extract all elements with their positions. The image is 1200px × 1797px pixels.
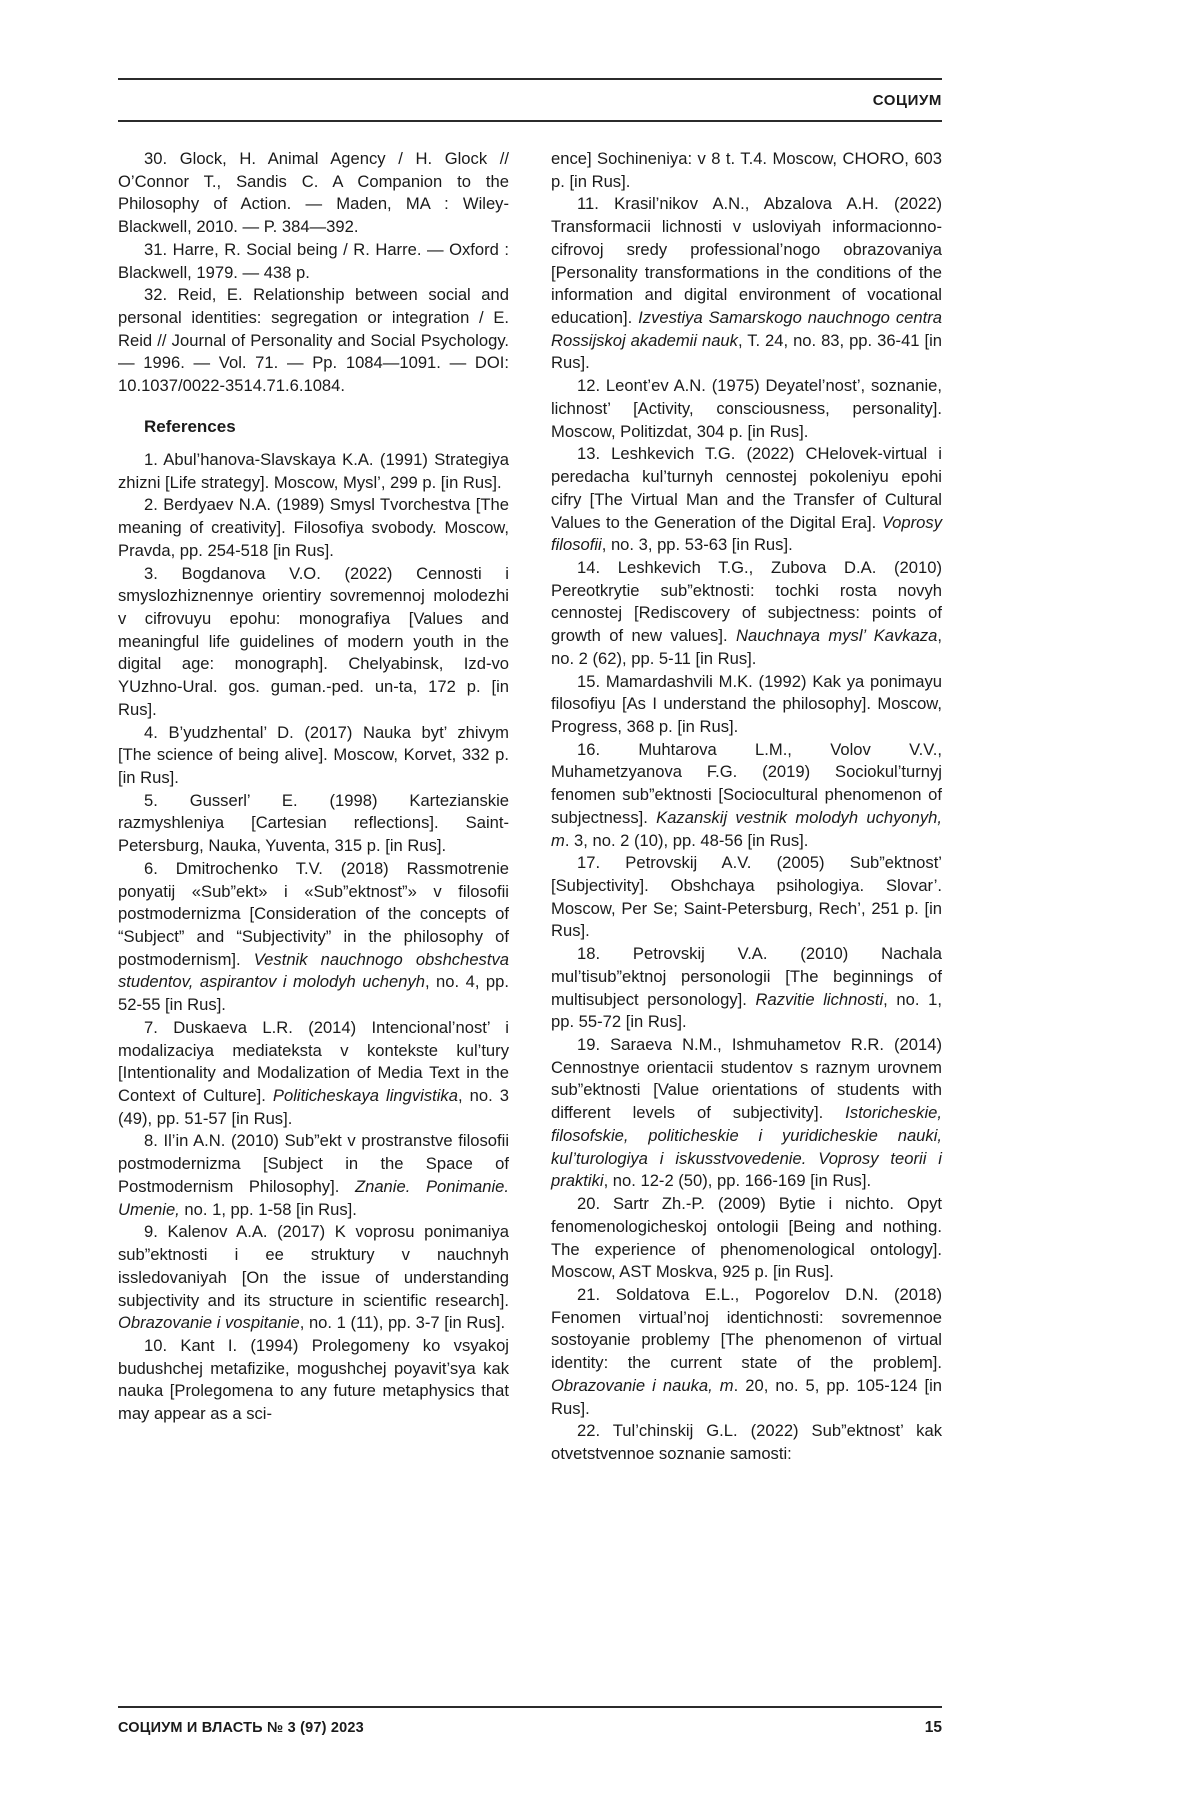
reference-source: Izvestiya Samarskogo nauchnogo centra Rossijskoj akademii nauk [551, 308, 942, 350]
reference-text: 21. Soldatova E.L., Pogorelov D.N. (2018) Fenomen virtual’noj identichnosti: sovremennoe sostoyanie problemy [The phenomenon of virtual identity: the current state of the problem]. [551, 1284, 942, 1373]
left-column [118, 148, 509, 1466]
section-label: СОЦИУМ [872, 92, 942, 109]
reference-text: 14. Leshkevich T.G., Zubova D.A. (2010) Pereotkrytie sub”ektnosti: tochki rosta novyh cennostej [Rediscovery of subjectness: points of growth of new values]. [551, 557, 942, 646]
reference-item [118, 722, 509, 790]
reference-item [551, 671, 942, 739]
reference-source: Znanie. Ponimanie. Umenie, [118, 1176, 509, 1219]
reference-source: Vestnik nauchnogo obshchestva studentov, aspirantov i molodyh uchenyh [118, 949, 509, 992]
reference-source: Razvitie lichnosti [755, 989, 884, 1009]
reference-item [118, 1130, 509, 1221]
reference-item [118, 1221, 509, 1335]
reference-item [551, 1284, 942, 1420]
reference-text: 4. B’yudzhental’ D. (2017) Nauka byt’ zhivym [The science of being alive]. Moscow, Korvet, 332 p. [in Rus]. [118, 722, 509, 787]
reference-tail: , no. 3, pp. 53-63 [in Rus]. [601, 535, 793, 555]
reference-item [118, 494, 509, 562]
reference-text: 15. Mamardashvili M.K. (1992) Kak ya ponimayu filosofiyu [As I understand the philosophy]. Moscow, Progress, 368 p. [in Rus]. [551, 671, 942, 736]
reference-item [551, 739, 942, 853]
reference-text: 19. Saraeva N.M., Ishmuhametov R.R. (2014) Cennostnye orientacii studentov s raznym urovnem sub”ektnosti [Value orientations of students with different levels of subjectivity]. [551, 1035, 942, 1123]
reference-source: Kazanskij vestnik molodyh uchyonyh, т [551, 807, 943, 850]
reference-tail: , T. 24, no. 83, pp. 36-41 [in Rus]. [551, 330, 942, 373]
reference-item [118, 858, 509, 1017]
reference-item [551, 375, 942, 443]
reference-text: 16. Muhtarova L.M., Volov V.V., Muhametzyanova F.G. (2019) Sociokul’turnyj fenomen sub”ektnosti [Sociocultural phenomenon of subjectness]. [551, 739, 942, 827]
journal-title: СОЦИУМ И ВЛАСТЬ № 3 (97) 2023 [118, 1720, 364, 1736]
reference-item [118, 790, 509, 858]
reference-tail: , no. 1, pp. 55-72 [in Rus]. [551, 989, 942, 1032]
footer-row [118, 1719, 942, 1737]
reference-text: 3. Bogdanova V.O. (2022) Cennosti i smyslozhiznennye orientiry sovremennoj molodezhi v cifrovuyu epohu: monografiya [Values and meaningful life guidelines of modern youth in the digital age: monograph]. Chelyabinsk, Izd-vo YUzhno-Ural. gos. guman.-ped. un-ta, 172 p. [in Rus]. [118, 563, 509, 719]
reference-tail: , no. 2 (62), pp. 5-11 [in Rus]. [551, 626, 942, 668]
reference-text: 2. Berdyaev N.A. (1989) Smysl Tvorchestva [The meaning of creativity]. Filosofiya svobody. Moscow, Pravda, pp. 254-518 [in Rus]. [118, 495, 509, 560]
reference-text: ence] Sochineniya: v 8 t. T.4. Moscow, CHORO, 603 p. [in Rus]. [551, 149, 942, 191]
reference-item [551, 1193, 942, 1284]
reference-tail: , no. 12-2 (50), pp. 166-169 [in Rus]. [603, 1171, 872, 1191]
reference-tail: , no. 3 (49), pp. 51-57 [in Rus]. [118, 1086, 509, 1128]
reference-text: 8. Il’in A.N. (2010) Sub”ekt v prostranstve filosofii postmodernizma [Subject in the Space of Postmodernism Philosophy]. [118, 1131, 509, 1196]
reference-text: 13. Leshkevich T.G. (2022) CHelovek-virtual i peredacha kul’turnyh cennostej pokoleniyu epohi cifry [The Virtual Man and the Transfer of Cultural Values to the Generation of the Digital Era]. [551, 444, 942, 532]
reference-source: Obrazovanie i vospitanie [118, 1313, 300, 1333]
bibliography-entry: 32. Reid, E. Relationship between social and personal identities: segregation or integration / E. Reid // Journal of Personality and Social Psychology. — 1996. — Vol. 71. — Pp. 1084—1091. — DOI: 10.1037/0022-3514.71.6.1084. [118, 285, 509, 396]
reference-item [118, 1335, 509, 1426]
reference-item [118, 449, 509, 494]
reference-tail: . 3, no. 2 (10), pp. 48-56 [in Rus]. [564, 830, 809, 850]
reference-text: 18. Petrovskij V.A. (2010) Nachala mul’tisub”ektnoj personologii [The beginnings of multisubject personology]. [551, 944, 942, 1009]
reference-text: 6. Dmitrochenko T.V. (2018) Rassmotrenie ponyatij «Sub”ekt» i «Sub”ektnost”» v filosofii postmodernizma [Consideration of the concepts of “Subject” and “Subjectivity” in the philosophy of postmodernism]. [118, 858, 509, 969]
two-column-body [118, 148, 942, 1466]
reference-text: 20. Sartr Zh.-P. (2009) Bytie i nichto. Opyt fenomenologicheskoj ontologii [Being and nothing. The experience of phenomenological ontology]. Moscow, AST Moskva, 925 p. [in Rus]. [551, 1194, 942, 1282]
reference-text: 11. Krasil’nikov A.N., Abzalova A.H. (2022) Transformacii lichnosti v usloviyah informacionno-cifrovoj sredy professional’nogo obrazovaniya [Personality transformations in the conditions of the information and digital environment of vocational education]. [551, 194, 942, 328]
reference-source: Obrazovanie i nauka, т [551, 1375, 734, 1395]
bibliography-entry: 31. Harre, R. Social being / R. Harre. — Oxford : Blackwell, 1979. — 438 p. [118, 239, 509, 282]
reference-item [551, 1420, 942, 1465]
reference-text: 12. Leont’ev A.N. (1975) Deyatel’nost’, soznanie, lichnost’ [Activity, consciousness, personality]. Moscow, Politizdat, 304 p. [in Rus]. [551, 376, 942, 441]
reference-item [551, 557, 942, 671]
reference-source: Nauchnaya mysl’ Kavkaza [736, 626, 938, 646]
reference-text: 7. Duskaeva L.R. (2014) Intencional’nost’ i modalizaciya mediateksta v kontekste kul’tury [Intentionality and Modalization of Media Text in the Context of Culture]. [118, 1017, 509, 1106]
page-header [118, 78, 942, 122]
reference-item [551, 193, 942, 375]
references-heading: References [144, 416, 236, 436]
reference-item [118, 563, 509, 722]
reference-item [118, 1017, 509, 1131]
reference-tail: no. 1, pp. 1-58 [in Rus]. [179, 1199, 357, 1219]
reference-source: Politicheskaya lingvistika [272, 1086, 458, 1106]
page-footer [118, 1706, 942, 1737]
header-rule-bottom [118, 120, 942, 122]
right-column [551, 148, 942, 1466]
header-rule-top [118, 78, 942, 80]
reference-item [551, 943, 942, 1034]
reference-text: 1. Abul’hanova-Slavskaya K.A. (1991) Strategiya zhizni [Life strategy]. Moscow, Mysl’, 299 p. [in Rus]. [118, 449, 509, 492]
page-number: 15 [924, 1719, 942, 1736]
reference-text: 9. Kalenov A.A. (2017) K voprosu ponimaniya sub”ektnosti i ee struktury v nauchnyh issledovaniyah [On the issue of understanding subjectivity and its structure in scientific research]. [118, 1222, 509, 1310]
bibliography-entry: 30. Glock, H. Animal Agency / H. Glock // O’Connor T., Sandis C. A Companion to the Philosophy of Action. — Maden, MA : Wiley-Blackwell, 2010. — P. 384—392. [118, 149, 509, 237]
reference-text: 22. Tul’chinskij G.L. (2022) Sub”ektnost’ kak otvetstvennoe soznanie samosti: [551, 1421, 942, 1463]
reference-tail: , no. 1 (11), pp. 3-7 [in Rus]. [299, 1313, 506, 1333]
reference-item [551, 1034, 942, 1193]
reference-tail: . 20, no. 5, pp. 105-124 [in Rus]. [551, 1375, 942, 1418]
reference-text: 10. Kant I. (1994) Prolegomeny ko vsyakoj budushchej metafizike, mogushchej poyavit’sya kak nauka [Prolegomena to any future metaphysics that may appear as a sci- [118, 1335, 509, 1424]
reference-continuation [551, 148, 942, 193]
reference-item [551, 443, 942, 557]
footer-rule [118, 1706, 942, 1708]
reference-item [551, 852, 942, 943]
reference-source: Istoricheskie, filosofskie, politicheskie i yuridicheskie nauki, kul’turologiya i iskusstvovedenie. Voprosy teorii i praktiki [551, 1103, 942, 1191]
reference-text: 5. Gusserl’ E. (1998) Kartezianskie razmyshleniya [Cartesian reflections]. Saint-Petersburg, Nauka, Yuventa, 315 p. [in Rus]. [118, 790, 509, 856]
reference-text: 17. Petrovskij A.V. (2005) Sub”ektnost’ [Subjectivity]. Obshchaya psihologiya. Slovar’. Moscow, Per Se; Saint-Petersburg, Rech’, 251 p. [in Rus]. [551, 853, 942, 941]
reference-tail: , no. 4, pp. 52-55 [in Rus]. [118, 972, 509, 1015]
reference-source: Voprosy filosofii [551, 512, 942, 555]
